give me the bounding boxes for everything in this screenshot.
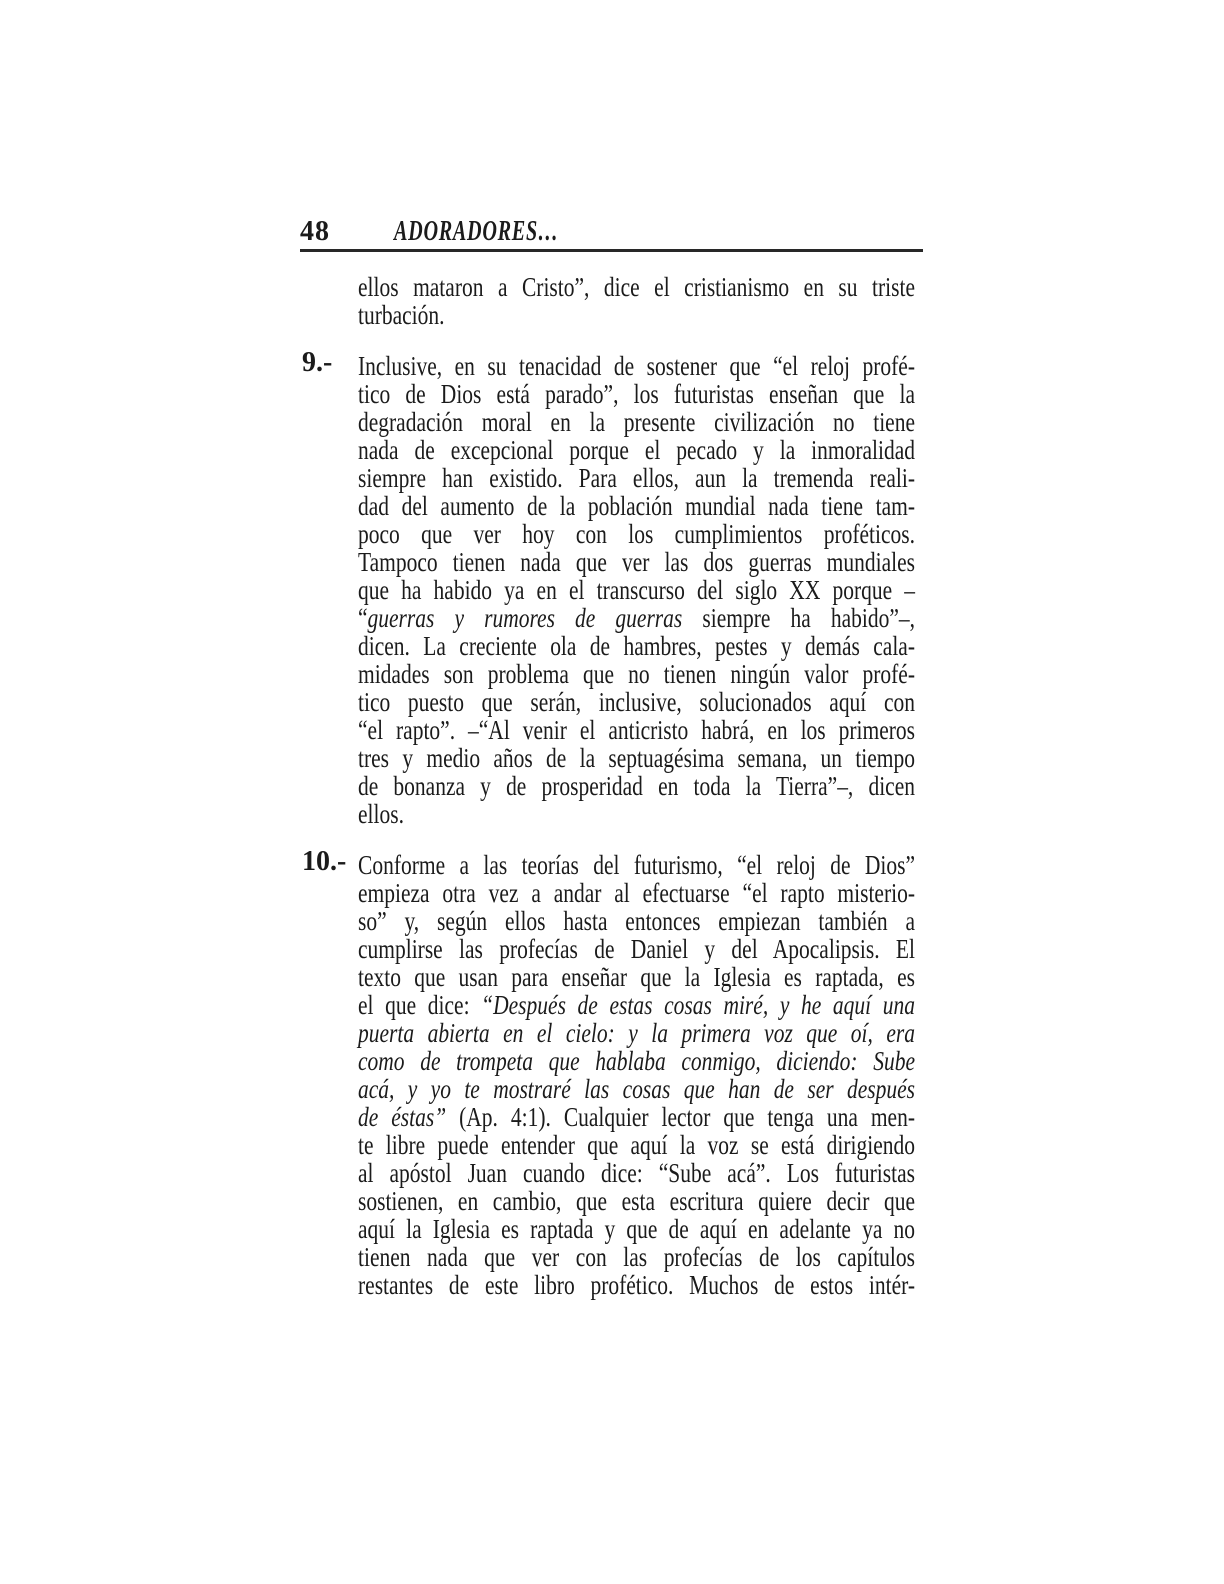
page-header [300,216,923,248]
paragraph [300,273,923,329]
text-line: el que dice: “Después de estas cosas miré, y he aquí una [358,990,915,1020]
text-line: tico puesto que serán, inclusive, solucionados aquí con [358,687,915,717]
text-line: “guerras y rumores de guerras siempre ha habido”–, [358,603,915,633]
text-line: tres y medio años de la septuagésima semana, un tiempo [358,743,915,773]
text-line: al apóstol Juan cuando dice: “Sube acá”. Los futuristas [358,1158,915,1188]
text-line: degradación moral en la presente civilización no tiene [358,407,915,437]
text-line: te libre puede entender que aquí la voz se está dirigiendo [358,1130,915,1160]
paragraph [300,846,923,1300]
paragraph-text [358,352,915,828]
text-line: tico de Dios está parado”, los futuristas enseñan que la [358,379,915,409]
text-line: dad del aumento de la población mundial nada tiene tam- [358,491,915,521]
running-title: ADORADORES… [394,216,559,247]
header-rule-divider [300,249,923,252]
text-line: Inclusive, en su tenacidad de sostener que “el reloj profé- [358,351,915,381]
text-line: de éstas” (Ap. 4:1). Cualquier lector que tenga una men- [358,1102,915,1132]
text-line: poco que ver hoy con los cumplimientos proféticos. [358,519,915,549]
text-line: que ha habido ya en el transcurso del siglo XX porque – [358,575,915,605]
text-line: dicen. La creciente ola de hambres, pestes y demás cala- [358,631,915,661]
text-line: tienen nada que ver con las profecías de los capítulos [358,1242,915,1272]
text-line: empieza otra vez a andar al efectuarse “el rapto misterio- [358,878,915,908]
page-number: 48 [300,216,330,247]
text-line: de bonanza y de prosperidad en toda la Tierra”–, dicen [358,771,915,801]
text-line: puerta abierta en el cielo: y la primera voz que oí, era [358,1018,915,1048]
page-content [300,273,923,1299]
paragraph-text [358,273,915,329]
paragraphs [300,273,923,1299]
text-line: so” y, según ellos hasta entonces empiezan también a [358,906,915,936]
text-line: Tampoco tienen nada que ver las dos guerras mundiales [358,547,915,577]
paragraph-number: 10.- [302,846,347,877]
text-line: aquí la Iglesia es raptada y que de aquí en adelante ya no [358,1214,915,1244]
paragraph [300,347,923,829]
text-line: Conforme a las teorías del futurismo, “el reloj de Dios” [358,850,915,880]
text-line: “el rapto”. –“Al venir el anticristo habrá, en los primeros [358,715,915,745]
text-line: acá, y yo te mostraré las cosas que han de ser después [358,1074,915,1104]
text-line: turbación. [358,300,445,330]
paragraph-number: 9.- [302,347,333,378]
text-line: como de trompeta que hablaba conmigo, diciendo: Sube [358,1046,915,1076]
text-line: cumplirse las profecías de Daniel y del Apocalipsis. El [358,934,915,964]
text-line: sostienen, en cambio, que esta escritura quiere decir que [358,1186,915,1216]
text-line: texto que usan para enseñar que la Iglesia es raptada, es [358,962,915,992]
text-line: ellos. [358,799,404,829]
text-line: siempre han existido. Para ellos, aun la tremenda reali- [358,463,915,493]
text-line: nada de excepcional porque el pecado y la inmoralidad [358,435,915,465]
paragraph-text [358,851,915,1299]
text-line: midades son problema que no tienen ningún valor profé- [358,659,915,689]
text-line: ellos mataron a Cristo”, dice el cristianismo en su triste [358,272,915,302]
text-line: restantes de este libro profético. Muchos de estos intér- [358,1270,915,1300]
